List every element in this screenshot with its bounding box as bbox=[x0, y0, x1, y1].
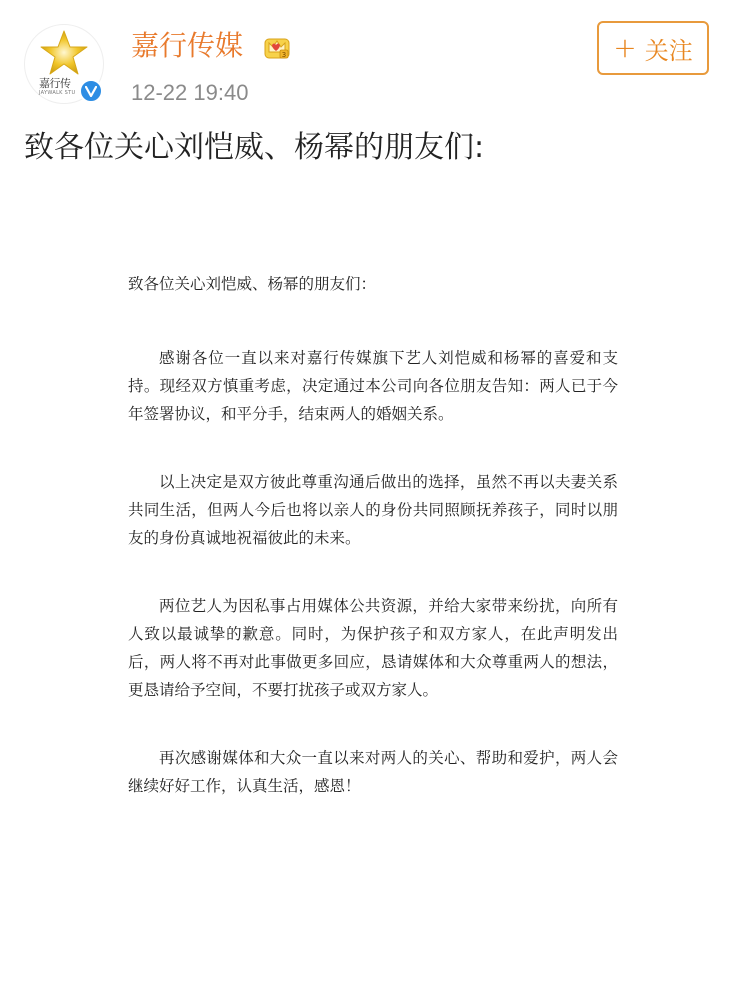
statement-paragraph: 感谢各位一直以来对嘉行传媒旗下艺人刘恺威和杨幂的喜爱和支持。现经双方慎重考虑，决定通过本公司向各位朋友告知：两人已于今年签署协议，和平分手，结束两人的婚姻关系。 bbox=[128, 349, 618, 423]
svg-text:3: 3 bbox=[281, 51, 287, 59]
avatar-logo-subtext: JAYWALK STU bbox=[39, 90, 76, 96]
author-name[interactable]: 嘉行传媒 bbox=[131, 29, 244, 62]
follow-button-label: 关注 bbox=[644, 36, 693, 65]
verified-v-icon bbox=[79, 79, 103, 103]
statement-greeting: 致各位关心刘恺威、杨幂的朋友们： bbox=[128, 275, 377, 293]
post-timestamp: 12-22 19:40 bbox=[131, 80, 249, 105]
star-logo-icon bbox=[39, 29, 89, 79]
post-text: 致各位关心刘恺威、杨幂的朋友们: bbox=[24, 130, 485, 165]
statement-paragraph: 再次感谢媒体和大众一直以来对两人的关心、帮助和爱护，两人会继续好好工作，认真生活，感恩！ bbox=[128, 749, 618, 795]
follow-button[interactable] bbox=[597, 21, 709, 75]
statement-paragraph: 两位艺人为因私事占用媒体公共资源，并给大家带来纷扰，向所有人致以最诚挚的歉意。同时，为保护孩子和双方家人，在此声明发出后，两人将不再对此事做更多回应，恳请媒体和大众尊重两人的想法，更恳请给予空间，不要打扰孩子或双方家人。 bbox=[128, 597, 618, 699]
statement-image[interactable] bbox=[128, 270, 618, 840]
statement-paragraph: 以上决定是双方彼此尊重沟通后做出的选择，虽然不再以夫妻关系共同生活，但两人今后也将以亲人的身份共同照顾抚养孩子，同时以朋友的身份真诚地祝福彼此的未来。 bbox=[128, 473, 618, 547]
avatar-logo-text: 嘉行传 bbox=[39, 77, 71, 90]
crown-icon[interactable] bbox=[262, 32, 292, 62]
plus-icon: + bbox=[613, 31, 637, 64]
